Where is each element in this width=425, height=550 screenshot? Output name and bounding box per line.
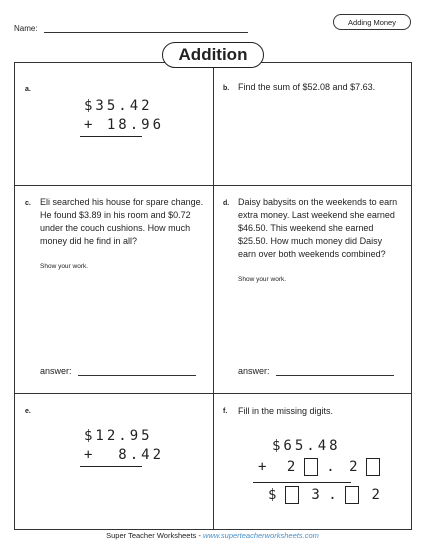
missing-digit-box[interactable] <box>285 486 299 504</box>
problem-f-top: $65.48 <box>272 438 341 454</box>
footer <box>0 531 425 540</box>
problem-d-answer-label: answer: <box>238 366 270 376</box>
problem-d-answer-line[interactable] <box>276 375 394 376</box>
dollar-sign: $ <box>268 487 277 503</box>
problem-e-label: e. <box>25 408 31 415</box>
problem-b-label: b. <box>223 85 230 92</box>
problem-c-answer-line[interactable] <box>78 375 196 376</box>
problem-a-top: $35.42 <box>84 98 153 114</box>
decimal-point: . <box>326 459 335 475</box>
problem-f-sum <box>268 486 380 504</box>
problem-f-addend <box>258 458 380 476</box>
problem-c-label: c. <box>25 200 31 207</box>
problem-d-hint: Show your work. <box>238 276 287 283</box>
problem-d-label: d. <box>223 200 230 207</box>
column-divider <box>213 62 214 530</box>
problem-c-hint: Show your work. <box>40 263 89 270</box>
name-line[interactable] <box>44 32 248 33</box>
problem-e-rule <box>80 466 142 467</box>
addend-digit: 2 <box>286 459 296 475</box>
row-divider <box>14 393 412 394</box>
decimal-point: . <box>328 487 337 503</box>
footer-separator: - <box>196 531 203 540</box>
problem-d-text: Daisy babysits on the weekends to earn extra money. Last weekend she earned $46.50. This weekend she earned $25.50. How much money did Daisy earn over both weekends combined? <box>238 197 398 259</box>
problem-e-top: $12.95 <box>84 428 153 444</box>
footer-url[interactable]: www.superteacherworksheets.com <box>202 531 319 540</box>
name-label: Name: <box>14 24 38 33</box>
problem-a-label: a. <box>25 86 31 93</box>
sum-digit: 3 <box>311 487 320 503</box>
problem-a-bottom: + 18.96 <box>84 117 165 133</box>
problem-c-text: Eli searched his house for spare change. He found $3.89 in his room and $0.72 under the couch cushions. How much money did he find in all? <box>40 197 204 246</box>
footer-brand: Super Teacher Worksheets <box>106 531 197 540</box>
problem-f-text: Fill in the missing digits. <box>238 406 334 416</box>
page-title: Addition <box>162 42 264 68</box>
problem-b-text: Find the sum of $52.08 and $7.63. <box>238 82 376 92</box>
sum-digit: 2 <box>371 487 380 503</box>
plus-sign: + <box>258 459 267 475</box>
problem-f-label: f. <box>223 408 228 415</box>
row-divider <box>14 185 412 186</box>
problem-e-bottom: + 8.42 <box>84 447 165 463</box>
missing-digit-box[interactable] <box>304 458 318 476</box>
addend-digit: 2 <box>349 459 358 475</box>
problem-c-answer-label: answer: <box>40 366 72 376</box>
missing-digit-box[interactable] <box>366 458 380 476</box>
topic-tag: Adding Money <box>333 14 411 30</box>
missing-digit-box[interactable] <box>345 486 359 504</box>
problem-a-rule <box>80 136 142 137</box>
problem-f-rule <box>253 482 351 483</box>
